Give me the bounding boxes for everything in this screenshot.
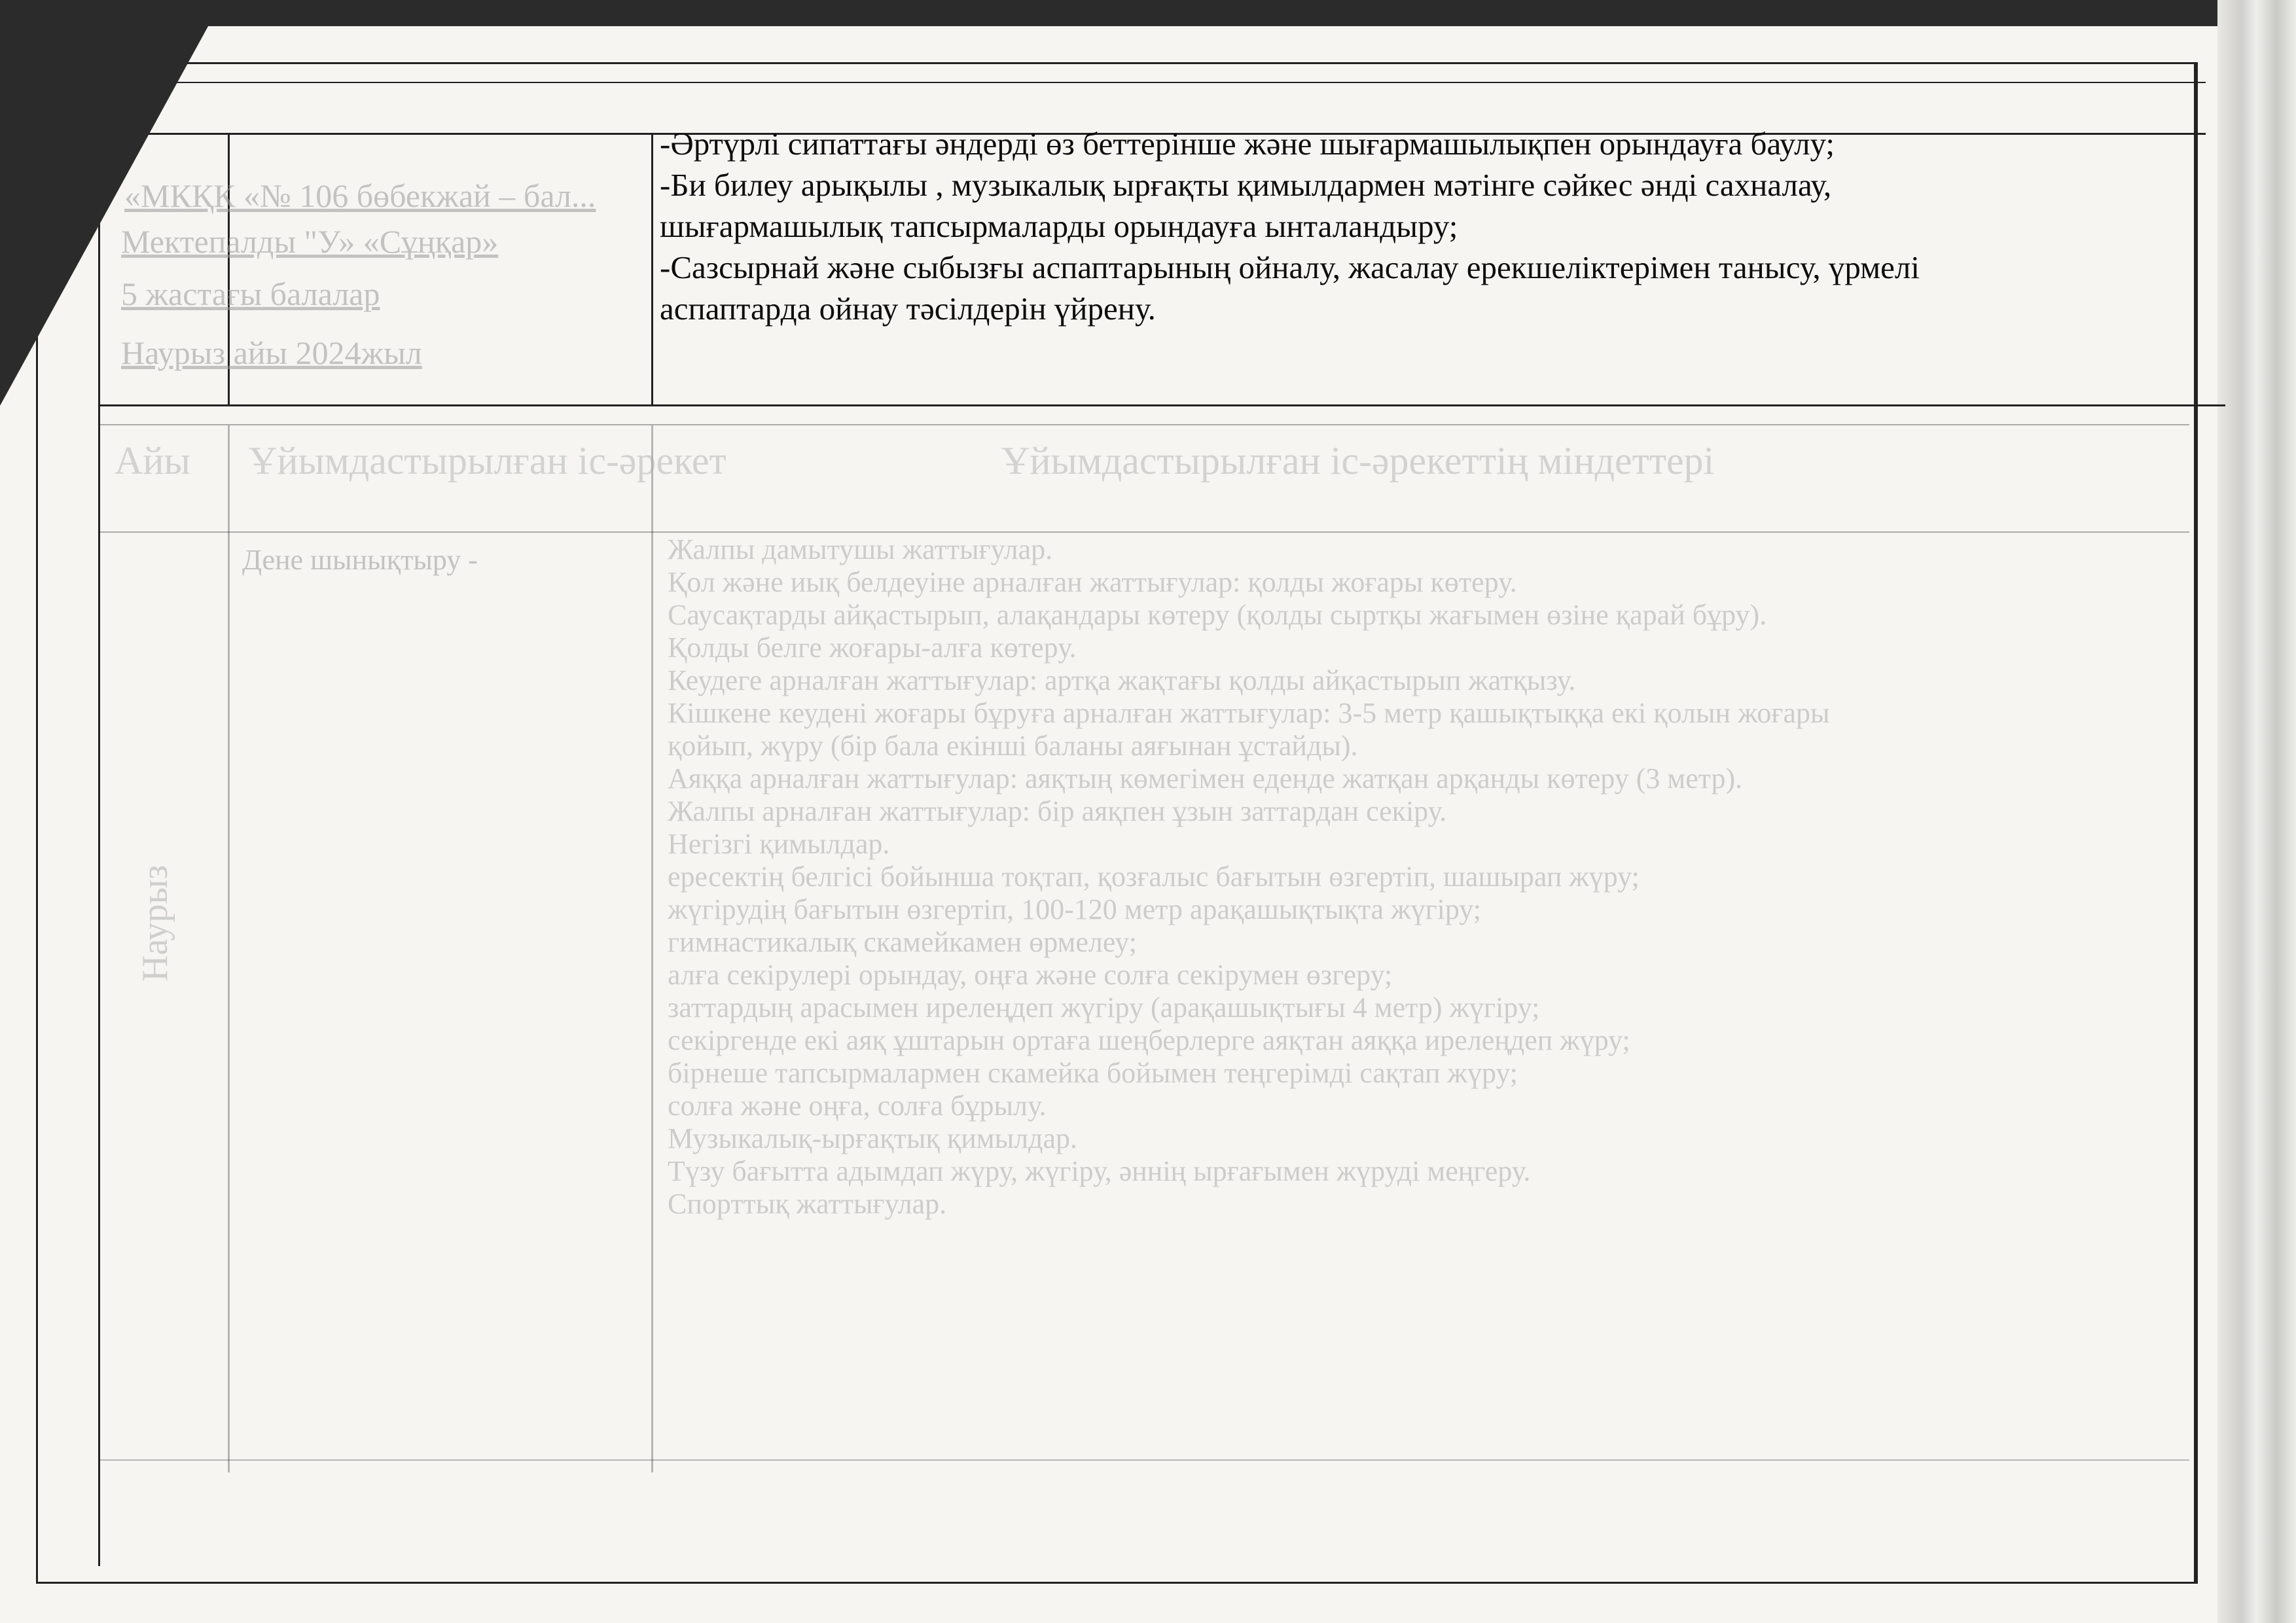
ghost-col-tasks: Ұйымдастырылған іс-әрекеттің міндеттері [1001,439,1715,482]
ghost-bottom-rule [98,1459,2189,1461]
ghost-header-rule [98,531,2189,533]
ghost-body-line: Аяққа арналған жаттығулар: аяқтың көмегімен еденде жатқан арқанды көтеру (3 метр). [668,762,1743,794]
ghost-body-line: жүгірудің бағытын өзгертіп, 100-120 метр арақашықтықта жүгіру; [668,893,1481,925]
ghost-body-line: бірнеше тапсырмалармен скамейка бойымен теңгерімді сақтап жүру; [668,1057,1518,1089]
ghost-header-line-4: Наурыз айы 2024жыл [121,334,422,371]
ghost-body-line: гимнастикалық скамейкамен өрмелеу; [668,926,1137,958]
task-line-4: -Сазсырнай және сыбызғы аспаптарының ойналу, жасалау ерекшеліктерімен танысу, үрмелі [660,249,1920,285]
task-line-1: -Әртүрлі сипаттағы әндерді өз беттерінше және шығармашылықпен орындауға баулу; [660,126,1835,162]
ghost-body [668,533,2173,1221]
ghost-activity: Дене шынықтыру - [242,544,478,576]
ghost-body-line: Саусақтарды айқастырып, алақандары көтеру (қолды сыртқы жағымен өзіне қарай бұру). [668,599,1767,631]
ghost-body-line: алға секірулері орындау, оңға және солға секірумен өзгеру; [668,959,1393,991]
ghost-header-line-1: «МКҚК «№ 106 бөбекжай – бал... [124,177,596,214]
col2-divider [651,133,653,404]
ghost-body-line: Қолды белге жоғары-алға көтеру. [668,632,1077,664]
ghost-body-line: Кішкене кеудені жоғары бұруға арналған жаттығулар: 3-5 метр қашықтыққа екі қолын жоғары [668,697,1830,729]
tasks-cell [660,123,2185,329]
table-left-border [98,133,100,1566]
task-line-2: -Би билеу арықылы , музыкалық ырғақты қимылдармен мәтінге сәйкес әнді сахналау, [660,167,1832,203]
ghost-body-line: Спорттық жаттығулар. [668,1188,947,1220]
ghost-col2 [651,425,653,1472]
ghost-body-line: заттардың арасымен ирелеңдеп жүгіру (арақашықтығы 4 метр) жүгіру; [668,991,1540,1024]
ghost-col-month: Айы [115,439,190,482]
ghost-header-line-2: Мектепалды "У» «Сұңқар» [121,223,499,260]
ghost-col1 [228,425,230,1472]
ghost-body-line: Кеудеге арналған жаттығулар: артқа жақтағы қолды айқастырып жатқызу. [668,664,1576,696]
task-line-5: аспаптарда ойнау тәсілдерін үйрену. [660,291,1156,327]
ghost-body-line: Жалпы арналған жаттығулар: бір аяқпен ұзын заттардан секіру. [668,795,1447,827]
ghost-body-line: солға және оңға, солға бұрылу. [668,1090,1047,1122]
ghost-month-vertical: Наурыз [135,865,175,982]
header-rule [79,82,2206,83]
ghost-body-line: қойып, жүру (бір бала екінші баланы аяғынан ұстайды). [668,730,1358,762]
ghost-body-line: Жалпы дамытушы жаттығулар. [668,533,1053,565]
ghost-body-line: секіргенде екі аяқ ұштарын ортаға шеңберлерге аяқтан аяққа ирелеңдеп жүру; [668,1024,1630,1056]
scan-top-edge [0,0,2296,26]
task-line-3: шығармашылық тапсырмаларды орындауға ынталандыру; [660,208,1458,244]
table-right-border [2196,62,2198,1584]
ghost-header-line-3: 5 жастағы балалар [121,276,380,312]
ghost-body-line: Негізгі қимылдар. [668,828,890,860]
ghost-body-line: ересектің белгісі бойынша тоқтап, қозғалыс бағытын өзгертіп, шашырап жүру; [668,861,1640,893]
ghost-row-rule [98,424,2189,425]
ghost-col-activity: Ұйымдастырылған іс-әрекет [249,439,726,482]
scan-right-edge [2217,0,2296,1623]
ghost-body-line: Түзу бағытта адымдап жүру, жүгіру, әннің ырғағымен жүруді меңгеру. [668,1155,1531,1187]
ghost-body-line: Қол және иық белдеуіне арналған жаттығулар: қолды жоғары көтеру. [668,566,1517,598]
table-row-divider [98,404,2225,406]
ghost-body-line: Музыкалық-ырғақтық қимылдар. [668,1122,1078,1154]
